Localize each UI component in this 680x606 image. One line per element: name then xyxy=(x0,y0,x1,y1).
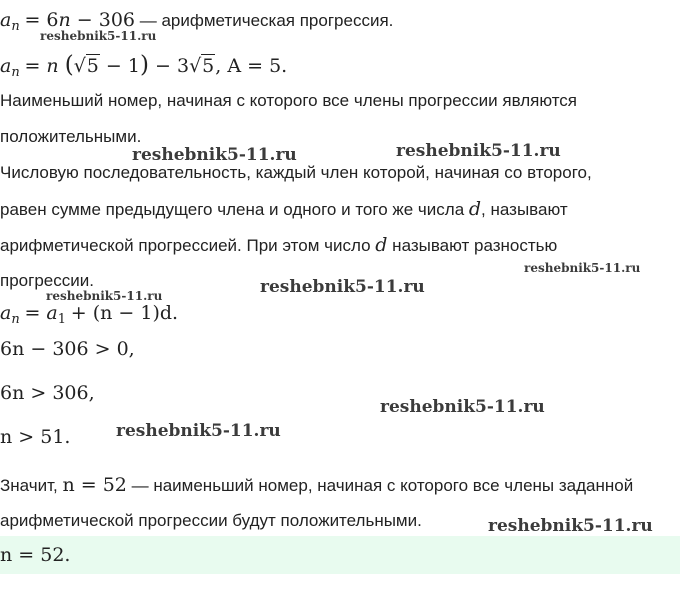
watermark: reshebnik5-11.ru xyxy=(40,29,157,43)
question-line-1: Наименьший номер, начиная с которого все члены прогрессии являются xyxy=(0,91,578,110)
inequality-2: 6n > 306, xyxy=(0,382,95,404)
var-d: d xyxy=(375,234,388,256)
definition-line-1: Числовую последовательность, каждый член которой, начиная со второго, xyxy=(0,163,592,182)
line1-dash-text: — арифметическая прогрессия. xyxy=(135,11,394,30)
conclusion-line-1 xyxy=(0,474,633,497)
definition-line-3a: арифметической прогрессией. При этом число xyxy=(0,236,376,255)
definition-line-3 xyxy=(0,234,557,257)
given-formula-line xyxy=(0,52,287,86)
watermark: reshebnik5-11.ru xyxy=(116,421,281,441)
general-term-formula xyxy=(0,302,178,331)
question-line-2: положительными. xyxy=(0,127,142,146)
watermark: reshebnik5-11.ru xyxy=(132,145,297,165)
conclusion-rest: — наименьший номер, начиная с которого все члены заданной xyxy=(126,476,634,495)
watermark: reshebnik5-11.ru xyxy=(488,516,653,536)
math-a-n: $a_n$ xyxy=(0,9,20,34)
conclusion-equation: n = 52 xyxy=(62,474,127,496)
math-tail: , A = 5. xyxy=(215,55,288,77)
math-a-n: $a_n$ xyxy=(0,55,20,80)
watermark: reshebnik5-11.ru xyxy=(380,397,545,417)
watermark: reshebnik5-11.ru xyxy=(396,141,561,161)
conclusion-prefix: Значит, xyxy=(0,476,63,495)
math-rest: (n − 1)d. xyxy=(92,302,179,324)
answer-text: n = 52. xyxy=(0,544,71,566)
math-formula: = n (√5 − 1) − 3√5 xyxy=(24,52,215,78)
inequality-1: 6n − 306 > 0, xyxy=(0,338,135,360)
math-eq: = xyxy=(24,302,47,324)
answer-box xyxy=(0,536,680,574)
definition-line-2b: , называют xyxy=(481,200,568,219)
definition-line-2 xyxy=(0,198,568,221)
inequality-3: n > 51. xyxy=(0,426,71,448)
math-a-1: $a_1$ xyxy=(46,302,67,327)
definition-line-4: прогрессии. xyxy=(0,271,94,290)
watermark: reshebnik5-11.ru xyxy=(46,289,163,303)
math-rhs: = 6n − 306 xyxy=(24,9,136,31)
math-plus: + xyxy=(70,302,93,324)
conclusion-line-2: арифметической прогрессии будут положительными. xyxy=(0,511,422,530)
watermark: reshebnik5-11.ru xyxy=(260,277,425,297)
definition-line-2a: равен сумме предыдущего члена и одного и того же числа xyxy=(0,200,469,219)
definition-line-3b: называют разностью xyxy=(387,236,558,255)
watermark: reshebnik5-11.ru xyxy=(524,261,641,275)
var-d: d xyxy=(468,198,482,220)
math-a-n: $a_n$ xyxy=(0,302,20,327)
